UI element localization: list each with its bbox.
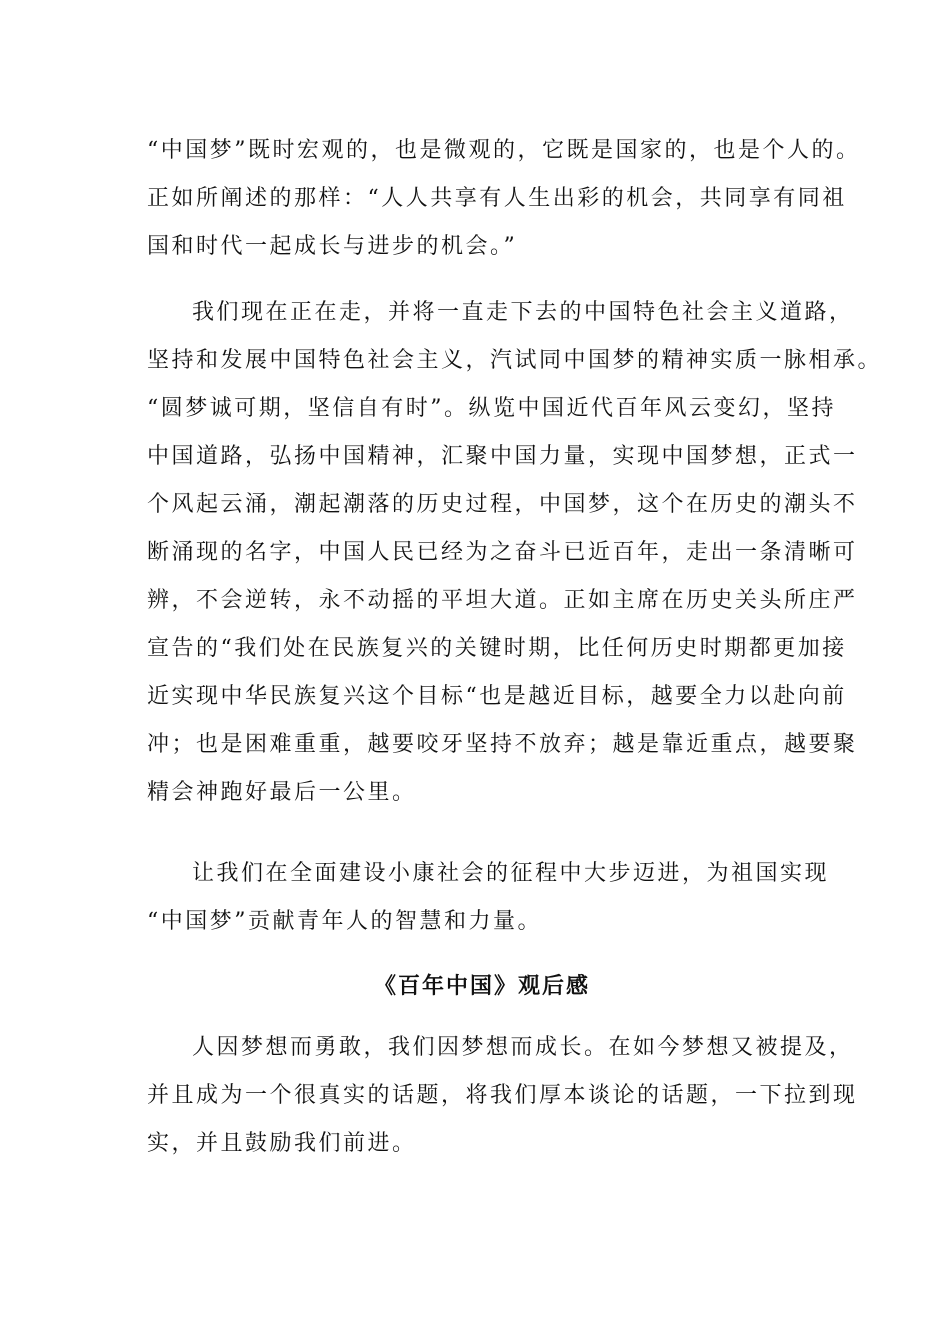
paragraph-line: 辨，不会逆转，永不动摇的平坦大道。正如主席在历史关头所庄严: [147, 588, 858, 613]
paragraph-line: 实，并且鼓励我们前进。: [147, 1131, 417, 1156]
paragraph-line: 冲；也是困难重重，越要咬牙坚持不放弃；越是靠近重点，越要聚: [147, 732, 858, 757]
paragraph-line: 人因梦想而勇敢，我们因梦想而成长。在如今梦想又被提及，: [192, 1035, 854, 1060]
paragraph-line: 国和时代一起成长与进步的机会。”: [147, 234, 518, 259]
paragraph-line: “中国梦”既时宏观的，也是微观的，它既是国家的，也是个人的。: [147, 138, 861, 163]
paragraph-line: 中国道路，弘扬中国精神，汇聚中国力量，实现中国梦想，正式一: [147, 444, 858, 469]
paragraph-line: 个风起云涌，潮起潮落的历史过程，中国梦，这个在历史的潮头不: [147, 492, 858, 517]
paragraph-line: 并且成为一个很真实的话题，将我们厚本谈论的话题，一下拉到现: [147, 1083, 858, 1108]
paragraph-3: [147, 850, 830, 946]
paragraph-line: “中国梦”贡献青年人的智慧和力量。: [147, 909, 542, 934]
paragraph-line: 精会神跑好最后一公里。: [147, 780, 417, 805]
paragraph-4: [147, 1024, 858, 1168]
paragraph-2: [147, 289, 883, 817]
paragraph-line: 断涌现的名字，中国人民已经为之奋斗已近百年，走出一条清晰可: [147, 540, 858, 565]
paragraph-line: 近实现中华民族复兴这个目标“也是越近目标，越要全力以赴向前: [147, 684, 847, 709]
paragraph-line: 让我们在全面建设小康社会的征程中大步迈进，为祖国实现: [192, 861, 830, 886]
paragraph-line: 我们现在正在走，并将一直走下去的中国特色社会主义道路，: [192, 300, 854, 325]
paragraph-line: “圆梦诚可期，坚信自有时”。纵览中国近代百年风云变幻，坚持: [147, 396, 836, 421]
paragraph-line: 宣告的“我们处在民族复兴的关键时期，比任何历史时期都更加接: [147, 636, 847, 661]
paragraph-1: [147, 127, 861, 271]
section-heading: 《百年中国》观后感: [373, 973, 590, 999]
paragraph-line: 坚持和发展中国特色社会主义，汽试同中国梦的精神实质一脉相承。: [147, 348, 883, 373]
paragraph-line: 正如所阐述的那样：“人人共享有人生出彩的机会，共同享有同祖: [147, 186, 847, 211]
